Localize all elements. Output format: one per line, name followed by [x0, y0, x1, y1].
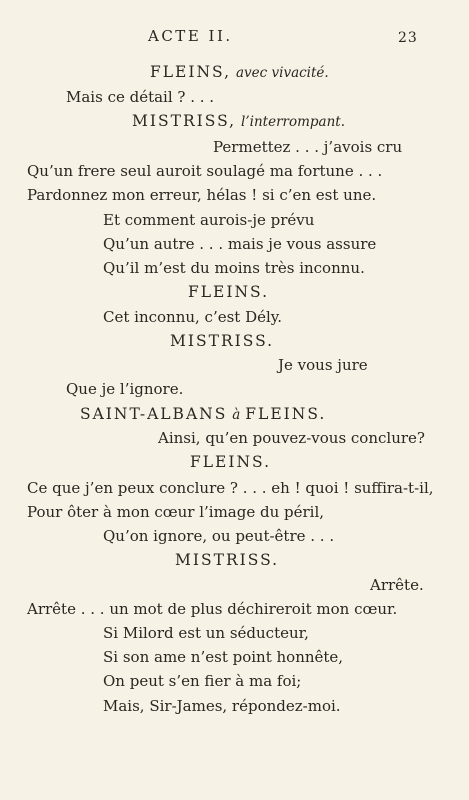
- verse-line: Pardonnez mon erreur, hélas ! si c’en est une.: [27, 186, 377, 204]
- verse-line: On peut s’en fier à ma foi;: [103, 672, 302, 690]
- stage-direction: l’interrompant.: [241, 114, 346, 130]
- verse-line: Cet inconnu, c’est Dély.: [103, 308, 283, 326]
- running-title: ACTE II.: [148, 27, 233, 45]
- speaker-heading: MISTRISS.: [170, 332, 275, 350]
- stage-direction: à: [232, 407, 241, 423]
- verse-line: Qu’il m’est du moins très inconnu.: [103, 259, 365, 277]
- speaker-name: FLEINS,: [150, 63, 232, 81]
- verse-line: Si son ame n’est point honnête,: [103, 648, 344, 666]
- verse-line: Que je l’ignore.: [66, 380, 184, 398]
- verse-line: Qu’un frere seul auroit soulagé ma fortune . . .: [27, 162, 383, 180]
- stage-direction: avec vivacité.: [235, 65, 329, 81]
- verse-line: Permettez . . . j’avois cru: [213, 138, 403, 156]
- verse-line: Pour ôter à mon cœur l’image du péril,: [27, 503, 325, 521]
- speaker-heading: MISTRISS.: [175, 551, 280, 569]
- verse-line: Je vous jure: [278, 356, 368, 374]
- page-number: 23: [398, 30, 418, 46]
- verse-line: Mais ce détail ? . . .: [66, 88, 215, 106]
- speaker-heading: FLEINS.: [190, 453, 272, 471]
- verse-line: Si Milord est un séducteur,: [103, 624, 309, 642]
- verse-line: Arrête.: [370, 576, 424, 594]
- verse-line: Ce que j’en peux conclure ? . . . eh ! quoi ! suffira-t-il,: [27, 479, 434, 497]
- speaker-heading: [132, 111, 345, 132]
- verse-line: Arrête . . . un mot de plus déchireroit mon cœur.: [27, 600, 398, 618]
- speaker-name: FLEINS.: [245, 405, 327, 423]
- verse-line: Ainsi, qu’en pouvez-vous conclure?: [158, 429, 425, 447]
- verse-line: Qu’un autre . . . mais je vous assure: [103, 235, 377, 253]
- speaker-name: SAINT-ALBANS: [80, 405, 228, 423]
- speaker-heading: [150, 62, 329, 83]
- verse-line: Mais, Sir-James, répondez-moi.: [103, 697, 341, 715]
- verse-line: Qu’on ignore, ou peut-être . . .: [103, 527, 335, 545]
- speaker-heading: FLEINS.: [188, 283, 270, 301]
- speaker-name: MISTRISS,: [132, 112, 237, 130]
- speaker-heading: [80, 404, 326, 425]
- verse-line: Et comment aurois-je prévu: [103, 211, 315, 229]
